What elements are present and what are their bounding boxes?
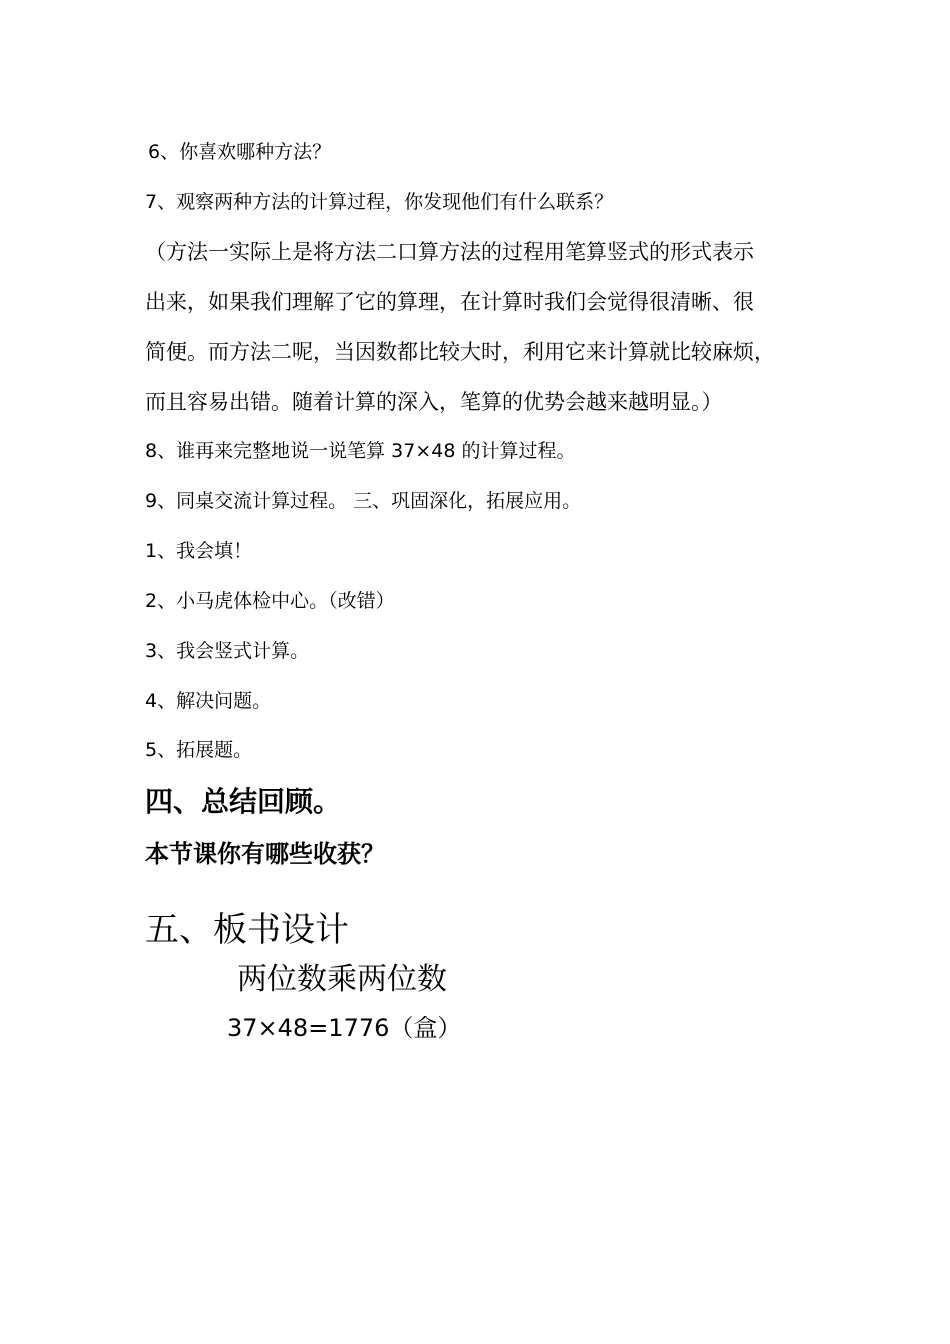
explanation-line-1: （方法一实际上是将方法二口算方法的过程用笔算竖式的形式表示 xyxy=(145,240,754,264)
explanation-line-4: 而且容易出错。随着计算的深入，笔算的优势会越来越明显。） xyxy=(145,390,723,414)
question-6: 6、你喜欢哪种方法？ xyxy=(148,141,332,163)
explanation-line-2: 出来，如果我们理解了它的算理，在计算时我们会觉得很清晰、很 xyxy=(145,290,754,314)
board-title: 两位数乘两位数 xyxy=(237,962,447,997)
section-4-title: 四、总结回顾。 xyxy=(145,785,342,818)
exercise-4: 4、解决问题。 xyxy=(145,690,272,712)
section-5-title: 五、板书设计 xyxy=(145,910,349,950)
exercise-3: 3、我会竖式计算。 xyxy=(145,640,310,662)
exercise-1: 1、我会填！ xyxy=(145,540,253,562)
board-equation: 37×48=1776（盒） xyxy=(227,1014,462,1042)
explanation-line-3: 简便。而方法二呢，当因数都比较大时，利用它来计算就比较麻烦， xyxy=(145,340,775,364)
question-9: 9、同桌交流计算过程。 三、巩固深化，拓展应用。 xyxy=(145,490,582,512)
exercise-2: 2、小马虎体检中心。（改错） xyxy=(145,590,395,612)
section-4-question: 本节课你有哪些收获？ xyxy=(145,840,385,868)
exercise-5: 5、拓展题。 xyxy=(145,739,253,761)
question-7: 7、观察两种方法的计算过程，你发现他们有什么联系？ xyxy=(145,191,614,213)
question-8: 8、谁再来完整地说一说笔算 37×48 的计算过程。 xyxy=(145,440,576,462)
